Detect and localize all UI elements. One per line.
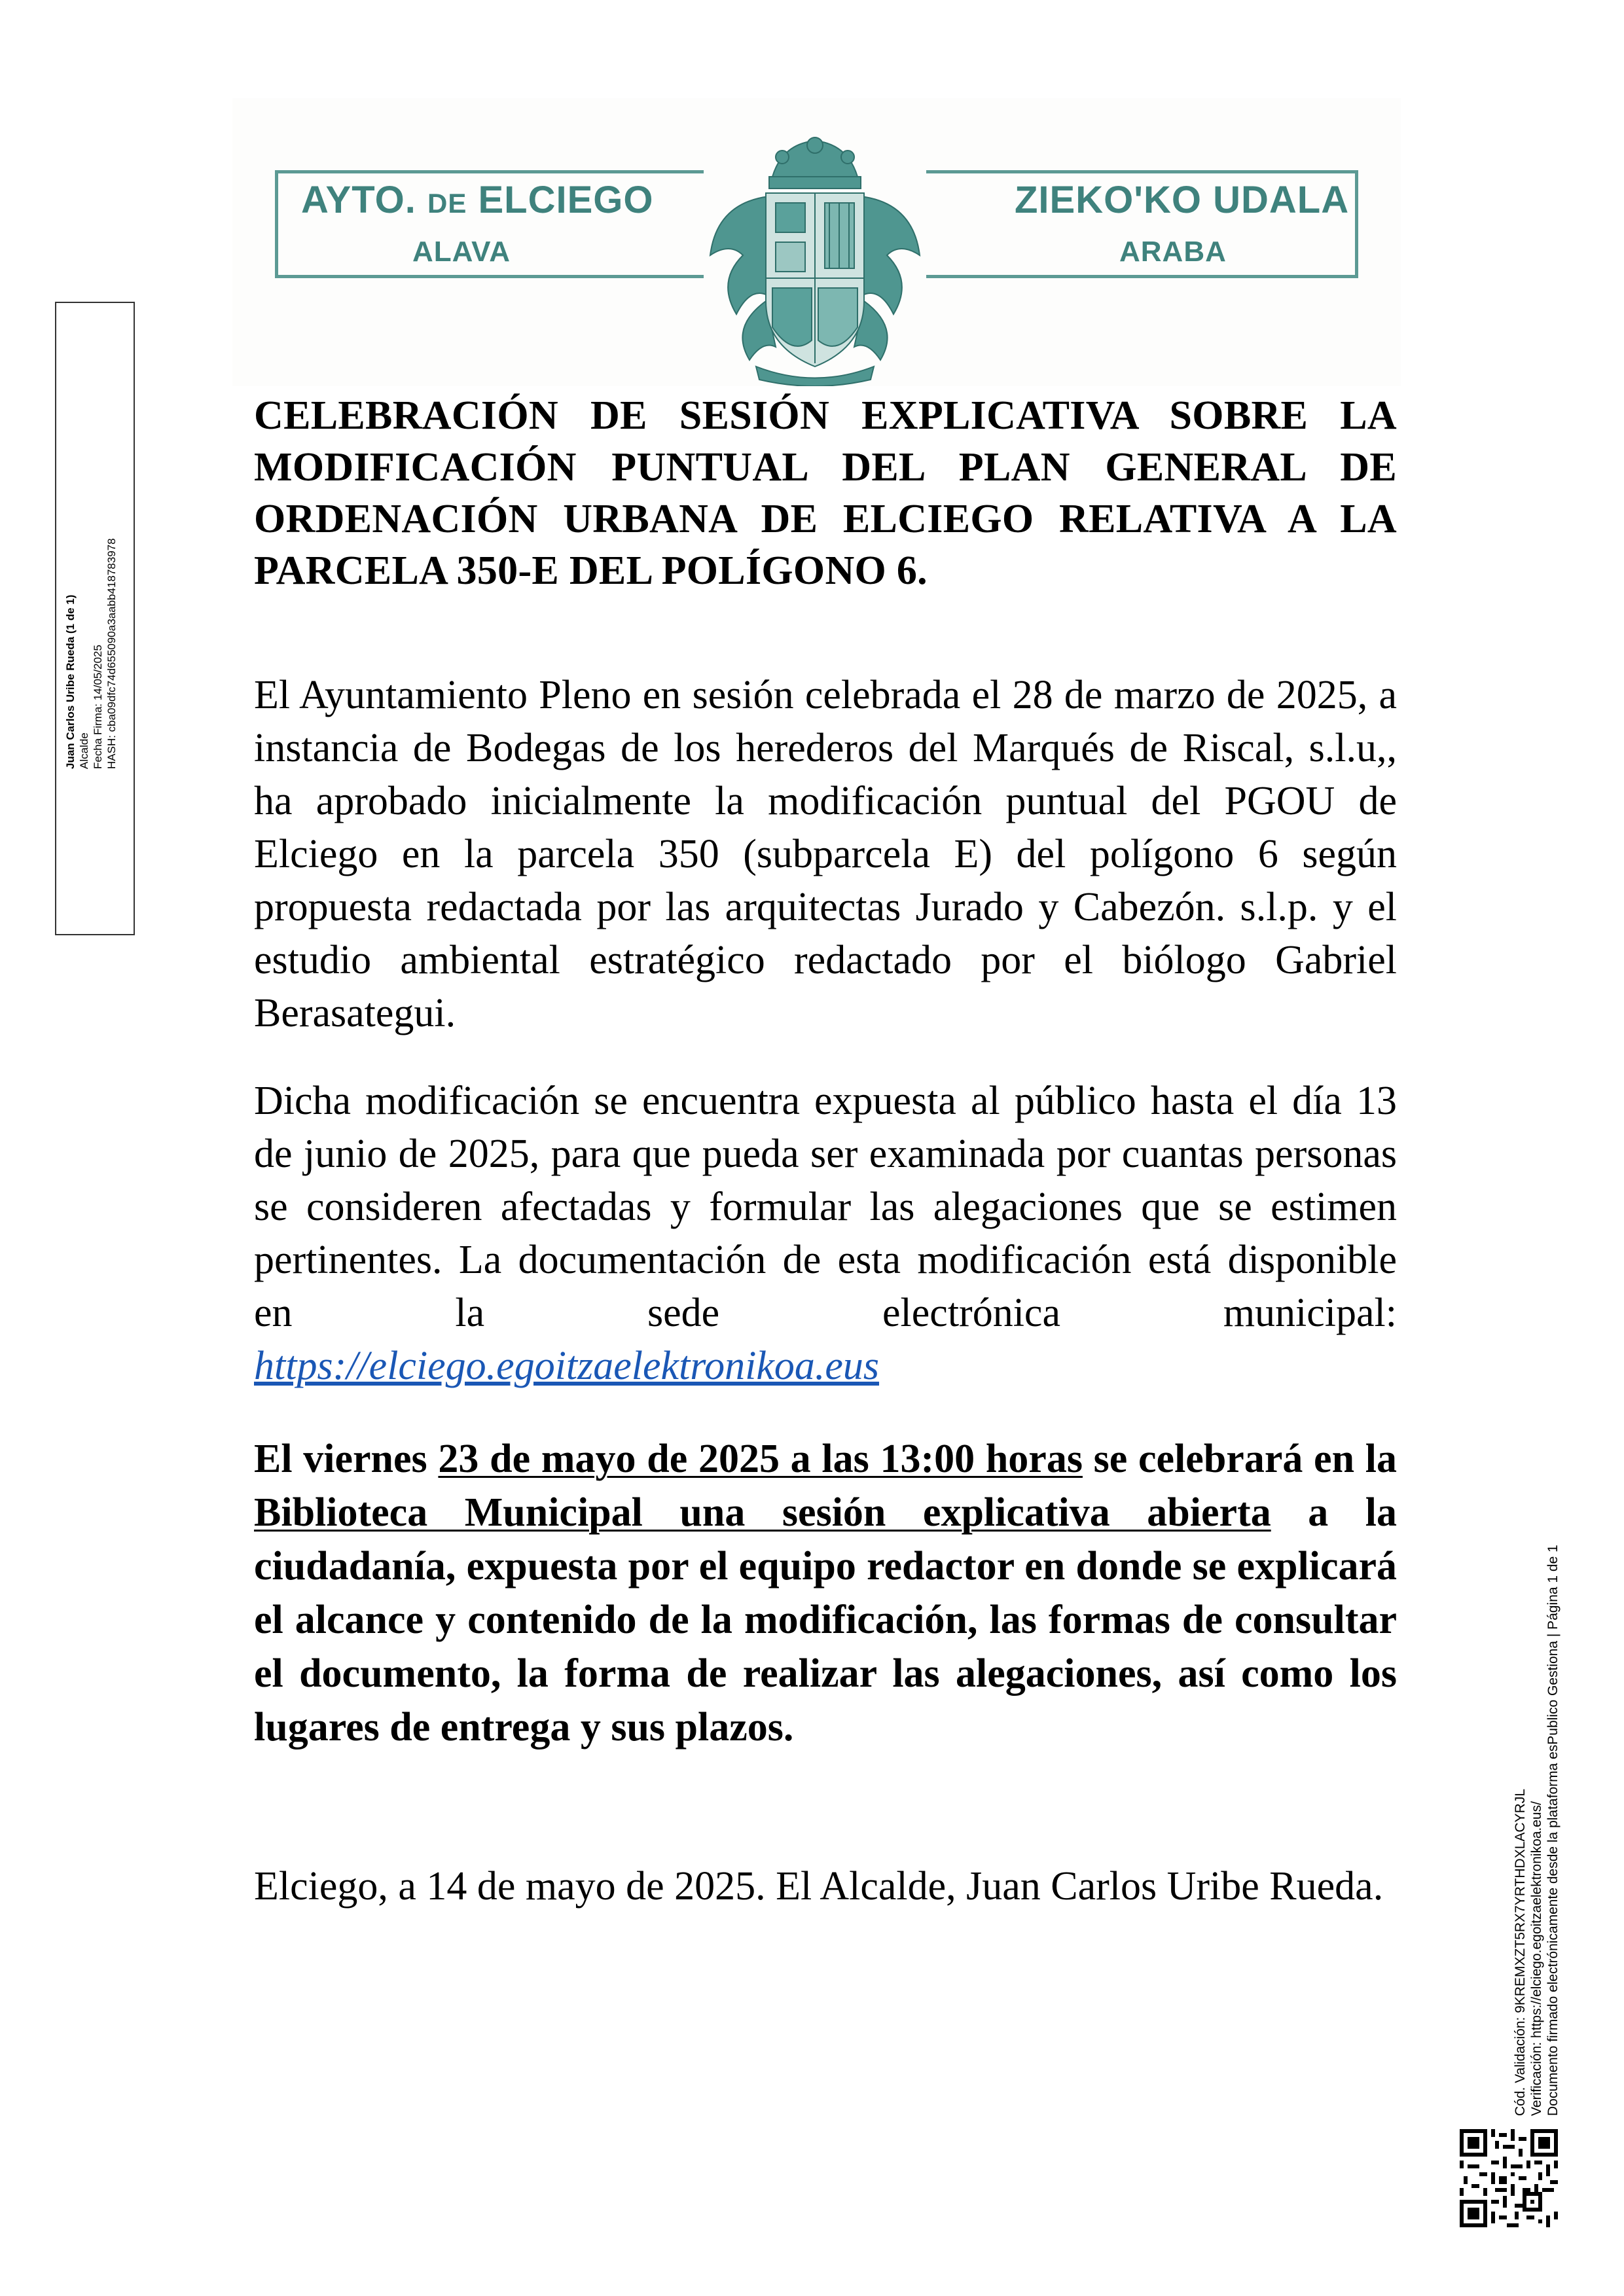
document-body (254, 390, 1397, 1913)
validation-text (1512, 1545, 1561, 2116)
closing-signature-line: Elciego, a 14 de mayo de 2025. El Alcalde, Juan Carlos Uribe Rueda. (254, 1864, 1384, 1909)
logo-left-subtitle: ALAVA (412, 236, 511, 268)
session-location: Biblioteca Municipal una sesión explicativa abierta (254, 1490, 1271, 1535)
paragraph-exposure (254, 1075, 1397, 1393)
paragraph-exposure-text: Dicha modificación se encuentra expuesta al público hasta el día 13 de junio de 2025, para que pueda ser examinada por cuantas personas se consideren afectadas y formular las alegaciones que se estimen pertinentes. La documentación de esta modificación está disponible en la sede electrónica municipal: (254, 1079, 1397, 1335)
validation-url: Verificación: https://elciego.egoitzaelektronikoa.eus/ (1529, 1801, 1544, 2116)
qr-code-icon[interactable] (1460, 2129, 1558, 2227)
validation-platform: Documento firmado electrónicamente desde la plataforma esPublico Gestiona | Página 1 de 1 (1545, 1545, 1561, 2116)
signer-name: Juan Carlos Uribe Rueda (1 de 1) (64, 594, 77, 769)
session-details: a la ciudadanía, expuesta por el equipo redactor en donde se explicará el alcance y contenido de la modificación, las formas de consultar el documento, la forma de realizar las alegaciones, así como los lugares de entrega y sus plazos. (254, 1490, 1397, 1749)
paragraph-session (254, 1432, 1397, 1754)
session-date: 23 de mayo de 2025 a las 13:00 horas (438, 1437, 1083, 1481)
paragraph-approval: El Ayuntamiento Pleno en sesión celebrada el 28 de marzo de 2025, a instancia de Bodegas de los herederos del Marqués de Riscal, s.l.u,, ha aprobado inicialmente la modificación puntual del PGOU de Elciego en la parcela 350 (subparcela E) del polígono 6 según propuesta redactada por las arquitectas Jurado y Cabezón. s.l.p. y el estudio ambiental estratégico redactado por el biólogo Gabriel Berasategui. (254, 673, 1397, 1035)
sede-electronica-link[interactable]: https://elciego.egoitzaelektronikoa.eus (254, 1344, 880, 1388)
signer-role: Alcalde (78, 732, 90, 769)
signature-hash: HASH: cba09dfc74d655090a3aabb418783978 (105, 538, 118, 769)
session-connector: se celebrará en la (1082, 1437, 1397, 1481)
logo-right-subtitle: ARABA (1119, 236, 1227, 268)
signature-text (63, 538, 118, 769)
signature-date: Fecha Firma: 14/05/2025 (92, 645, 104, 769)
logo-right-title: ZIEKO'KO UDALA (1015, 179, 1350, 221)
validation-code: Cód. Validación: 9KREMXZT5RX7YRTHDXLACYRJL (1513, 1789, 1528, 2116)
session-intro: El viernes (254, 1437, 439, 1481)
header-logo (232, 98, 1401, 386)
logo-left-title: AYTO. DE ELCIEGO (301, 179, 654, 221)
coat-of-arms-icon (704, 131, 926, 386)
document-title: CELEBRACIÓN DE SESIÓN EXPLICATIVA SOBRE LA MODIFICACIÓN PUNTUAL DEL PLAN GENERAL DE ORDENACIÓN URBANA DE ELCIEGO RELATIVA A LA PARCELA 350-E DEL POLÍGONO 6. (254, 393, 1397, 593)
